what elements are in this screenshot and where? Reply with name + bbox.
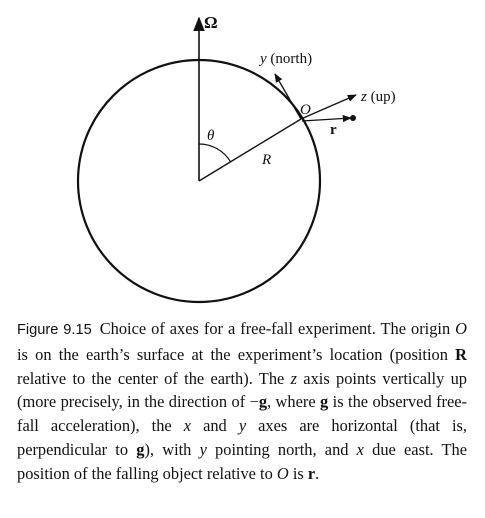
theta-arc	[199, 144, 231, 162]
y-axis-label: y (north)	[260, 51, 313, 67]
figure-number: Figure 9.15	[17, 322, 92, 338]
falling-object-dot	[350, 115, 356, 121]
y-axis-arrow	[275, 74, 301, 119]
figure-caption	[17, 317, 467, 486]
position-vector-label: r	[330, 122, 337, 138]
radius-label: R	[262, 152, 272, 168]
omega-label: Ω	[204, 13, 218, 32]
caption-text: Choice of axes for a free-fall experiment. The origin O is on the earth’s surface at the experiment’s location (position R relative to the center of the earth). The z axis points vertically up (more precisely, in the direction of −g, where g is the observed free-fall acceleration), the x and y axes are horizontal (that is, perpendicular to g), with y pointing north, and x due east. The position of the falling object relative to O is r.	[17, 319, 468, 483]
origin-label: O	[300, 102, 311, 118]
position-vector-arrow	[302, 118, 351, 121]
theta-label: θ	[207, 128, 215, 144]
z-axis-label: z (up)	[361, 89, 396, 105]
